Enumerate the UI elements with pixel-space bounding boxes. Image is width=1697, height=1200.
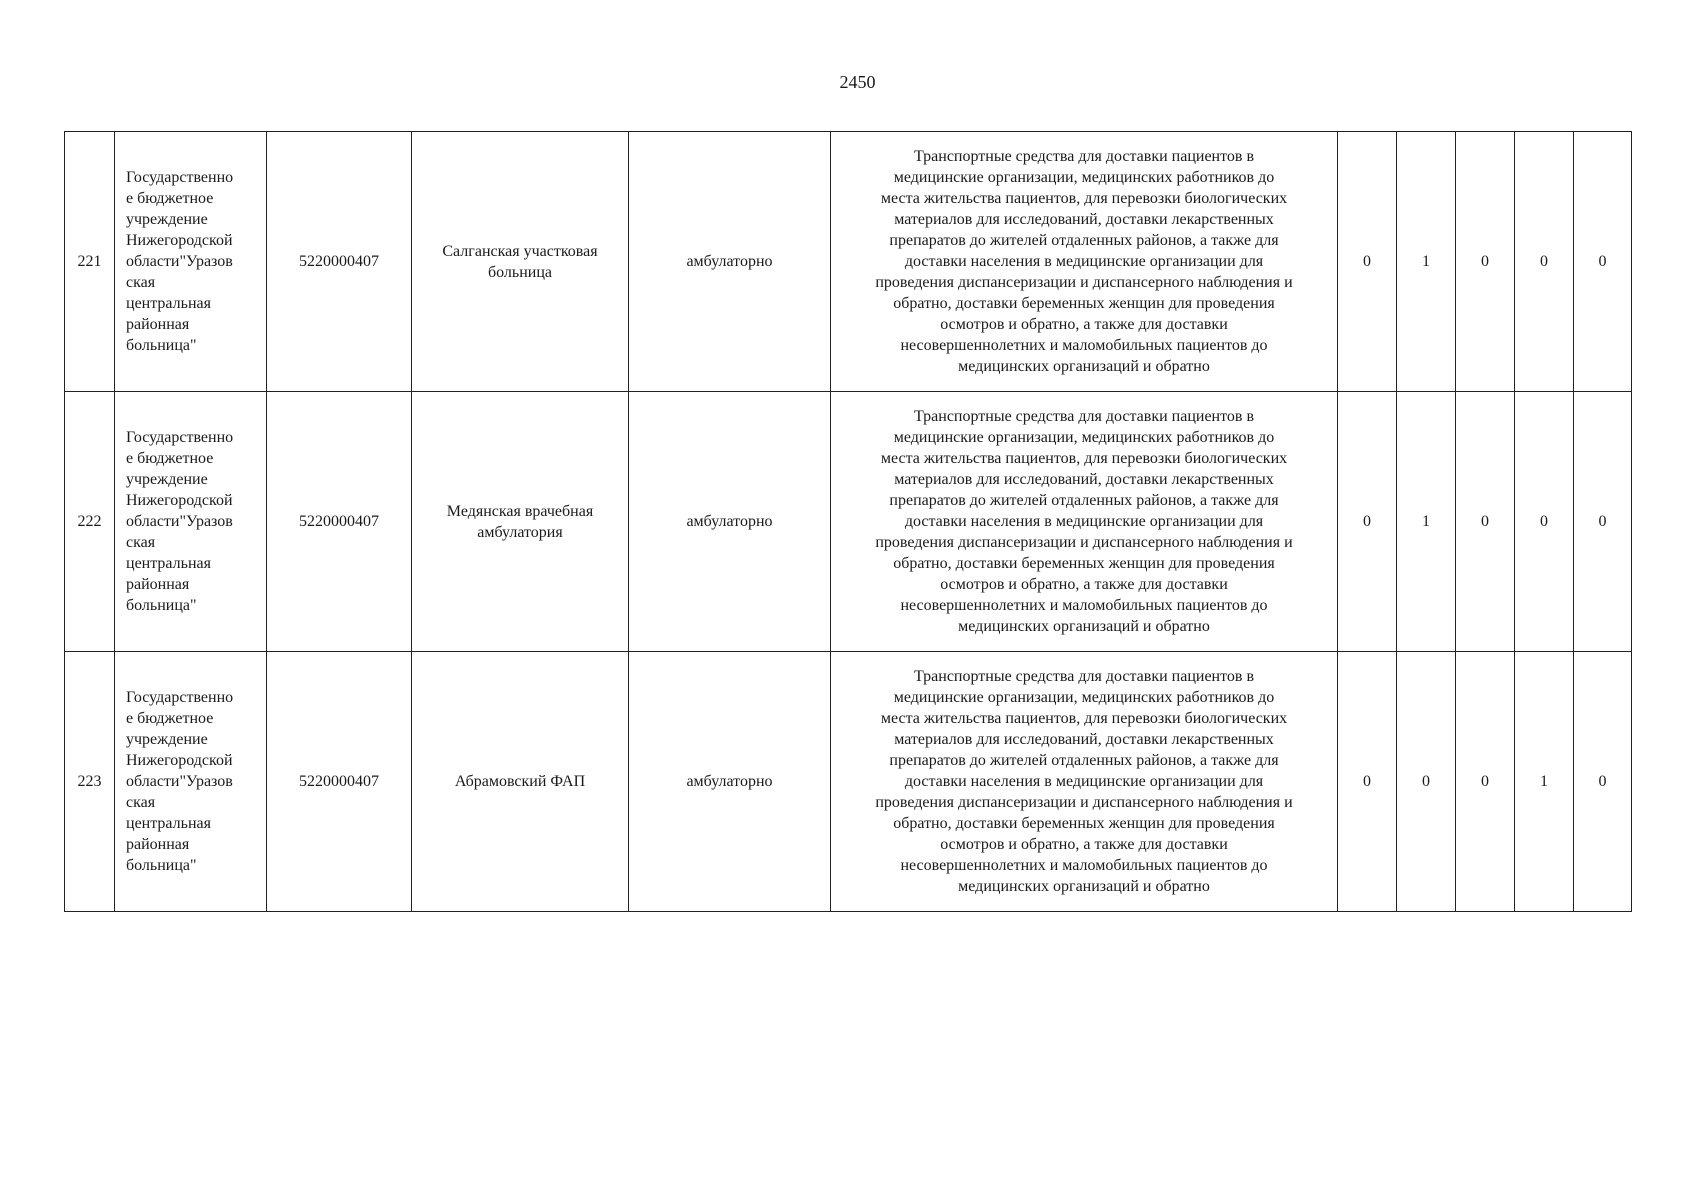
vehicle-purpose-cell: Транспортные средства для доставки пациентов в медицинские организации, медицинских работников до места жительства пациентов, для перевозки биологических материалов для исследований, доставки лекарственных препаратов до жителей отдаленных районов, а также для доставки населения в медицинские организации для проведения диспансеризации и диспансерного наблюдения и обратно, доставки беременных женщин для проведения осмотров и обратно, а также для доставки несовершеннолетних и маломобильных пациентов до медицинских организаций и обратно (831, 392, 1338, 652)
org-code-cell: 5220000407 (267, 132, 412, 392)
value-cell: 0 (1574, 132, 1632, 392)
table-row (65, 392, 1632, 652)
value-cell: 0 (1456, 652, 1515, 912)
value-cell: 1 (1397, 132, 1456, 392)
value-cell: 0 (1456, 392, 1515, 652)
value-cell: 1 (1397, 392, 1456, 652)
care-form-cell: амбулаторно (629, 652, 831, 912)
page-number: 2450 (839, 72, 876, 92)
value-cell: 0 (1338, 652, 1397, 912)
care-form-cell: амбулаторно (629, 132, 831, 392)
value-cell: 0 (1338, 132, 1397, 392)
facility-name-cell: Медянская врачебная амбулатория (412, 392, 629, 652)
org-code-cell: 5220000407 (267, 392, 412, 652)
vehicle-purpose-cell: Транспортные средства для доставки пациентов в медицинские организации, медицинских работников до места жительства пациентов, для перевозки биологических материалов для исследований, доставки лекарственных препаратов до жителей отдаленных районов, а также для доставки населения в медицинские организации для проведения диспансеризации и диспансерного наблюдения и обратно, доставки беременных женщин для проведения осмотров и обратно, а также для доставки несовершеннолетних и маломобильных пациентов до медицинских организаций и обратно (831, 132, 1338, 392)
value-cell: 0 (1515, 392, 1574, 652)
row-number-cell: 223 (65, 652, 115, 912)
care-form-cell: амбулаторно (629, 392, 831, 652)
organization-cell: Государственно е бюджетное учреждение Нижегородской области"Уразов ская центральная районная больница" (115, 652, 267, 912)
facility-name-cell: Салганская участковая больница (412, 132, 629, 392)
table-row (65, 132, 1632, 392)
value-cell: 0 (1456, 132, 1515, 392)
table-row (65, 652, 1632, 912)
org-code-cell: 5220000407 (267, 652, 412, 912)
organization-cell: Государственно е бюджетное учреждение Нижегородской области"Уразов ская центральная районная больница" (115, 132, 267, 392)
vehicle-purpose-cell: Транспортные средства для доставки пациентов в медицинские организации, медицинских работников до места жительства пациентов, для перевозки биологических материалов для исследований, доставки лекарственных препаратов до жителей отдаленных районов, а также для доставки населения в медицинские организации для проведения диспансеризации и диспансерного наблюдения и обратно, доставки беременных женщин для проведения осмотров и обратно, а также для доставки несовершеннолетних и маломобильных пациентов до медицинских организаций и обратно (831, 652, 1338, 912)
value-cell: 0 (1397, 652, 1456, 912)
organization-cell: Государственно е бюджетное учреждение Нижегородской области"Уразов ская центральная районная больница" (115, 392, 267, 652)
data-table (64, 131, 1632, 912)
facility-name-cell: Абрамовский ФАП (412, 652, 629, 912)
row-number-cell: 221 (65, 132, 115, 392)
row-number-cell: 222 (65, 392, 115, 652)
value-cell: 0 (1515, 132, 1574, 392)
value-cell: 1 (1515, 652, 1574, 912)
value-cell: 0 (1574, 392, 1632, 652)
value-cell: 0 (1574, 652, 1632, 912)
value-cell: 0 (1338, 392, 1397, 652)
